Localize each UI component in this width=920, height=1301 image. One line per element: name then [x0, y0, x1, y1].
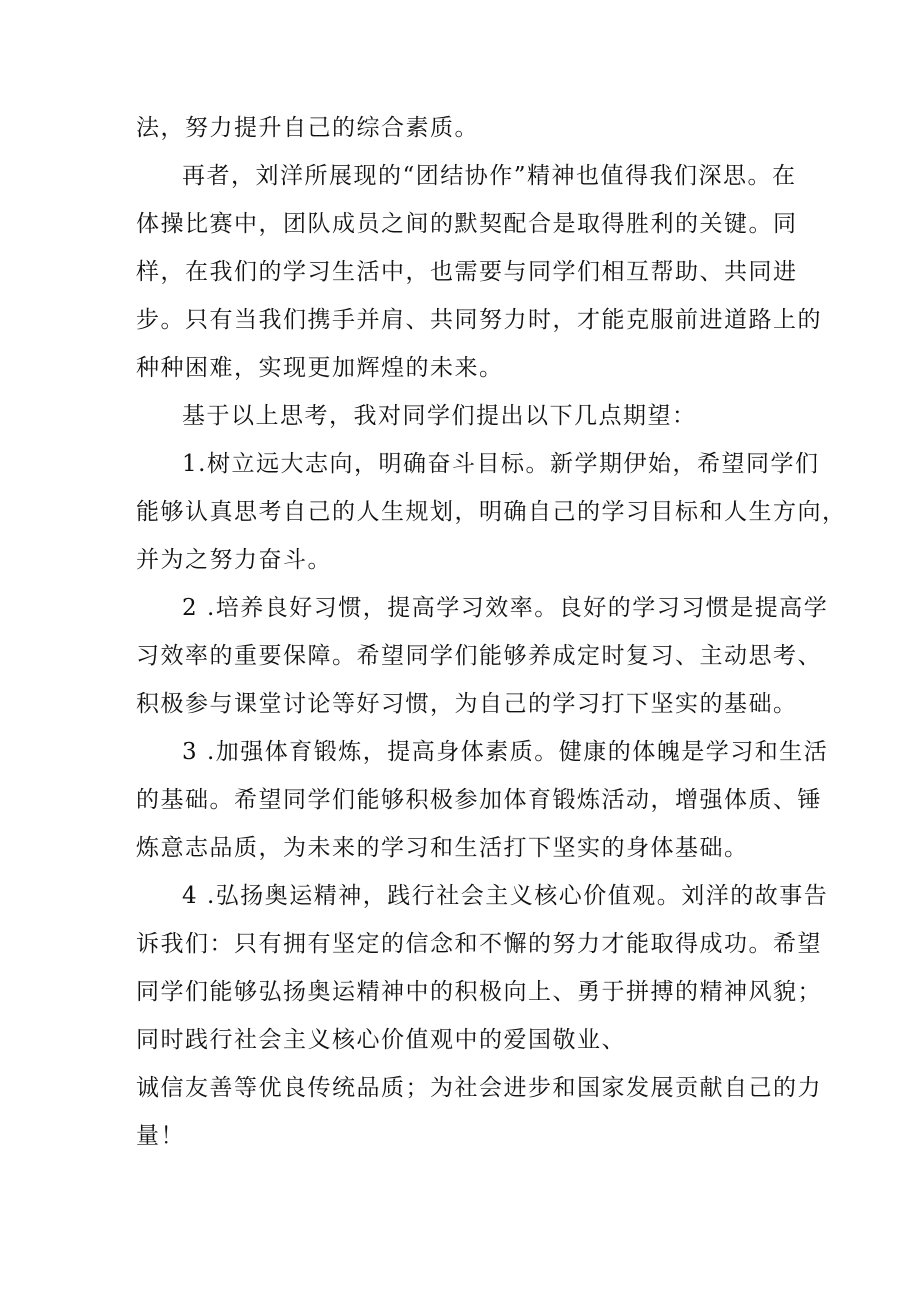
text-line: 并为之努力奋斗。	[136, 547, 332, 573]
text-line: 样，在我们的学习生活中，也需要与同学们相互帮助、共同进	[136, 259, 798, 285]
text-line: 量！	[136, 1123, 185, 1149]
text-line: 步。只有当我们携手并肩、共同努力时，才能克服前进道路上的	[136, 307, 822, 333]
text-line: 同时践行社会主义核心价值观中的爱国敬业、	[136, 1027, 626, 1053]
body-text	[136, 104, 847, 1160]
list-item-3-line: 3 .加强体育锻炼，提高身体素质。健康的体魄是学习和生活	[182, 739, 829, 765]
list-item-4-line: 4 .弘扬奥运精神，践行社会主义核心价值观。刘洋的故事告	[182, 883, 829, 909]
text-line: 能够认真思考自己的人生规划，明确自己的学习目标和人生方向，	[136, 499, 847, 525]
text-line: 积极参与课堂讨论等好习惯，为自己的学习打下坚实的基础。	[136, 691, 798, 717]
text-line: 的基础。希望同学们能够积极参加体育锻炼活动，增强体质、锤	[136, 787, 822, 813]
paragraph-line: 基于以上思考，我对同学们提出以下几点期望：	[182, 403, 697, 429]
list-item-2-line: 2 .培养良好习惯，提高学习效率。良好的学习习惯是提高学	[182, 595, 829, 621]
text-line: 习效率的重要保障。希望同学们能够养成定时复习、主动思考、	[136, 643, 822, 669]
text-line: 诉我们：只有拥有坚定的信念和不懈的努力才能取得成功。希望	[136, 931, 822, 957]
text-line: 炼意志品质，为未来的学习和生活打下坚实的身体基础。	[136, 835, 749, 861]
paragraph-line: 再者，刘洋所展现的“团结协作”精神也值得我们深思。在	[182, 163, 797, 189]
text-line: 同学们能够弘扬奥运精神中的积极向上、勇于拼搏的精神风貌；	[136, 979, 822, 1005]
list-item-1-line: 1.树立远大志向，明确奋斗目标。新学期伊始，希望同学们	[182, 451, 820, 477]
text-line: 法，努力提升自己的综合素质。	[136, 115, 479, 141]
text-line: 体操比赛中，团队成员之间的默契配合是取得胜利的关键。同	[136, 211, 798, 237]
text-line: 种种困难，实现更加辉煌的未来。	[136, 355, 504, 381]
text-line: 诚信友善等优良传统品质；为社会进步和国家发展贡献自己的力	[136, 1075, 822, 1101]
